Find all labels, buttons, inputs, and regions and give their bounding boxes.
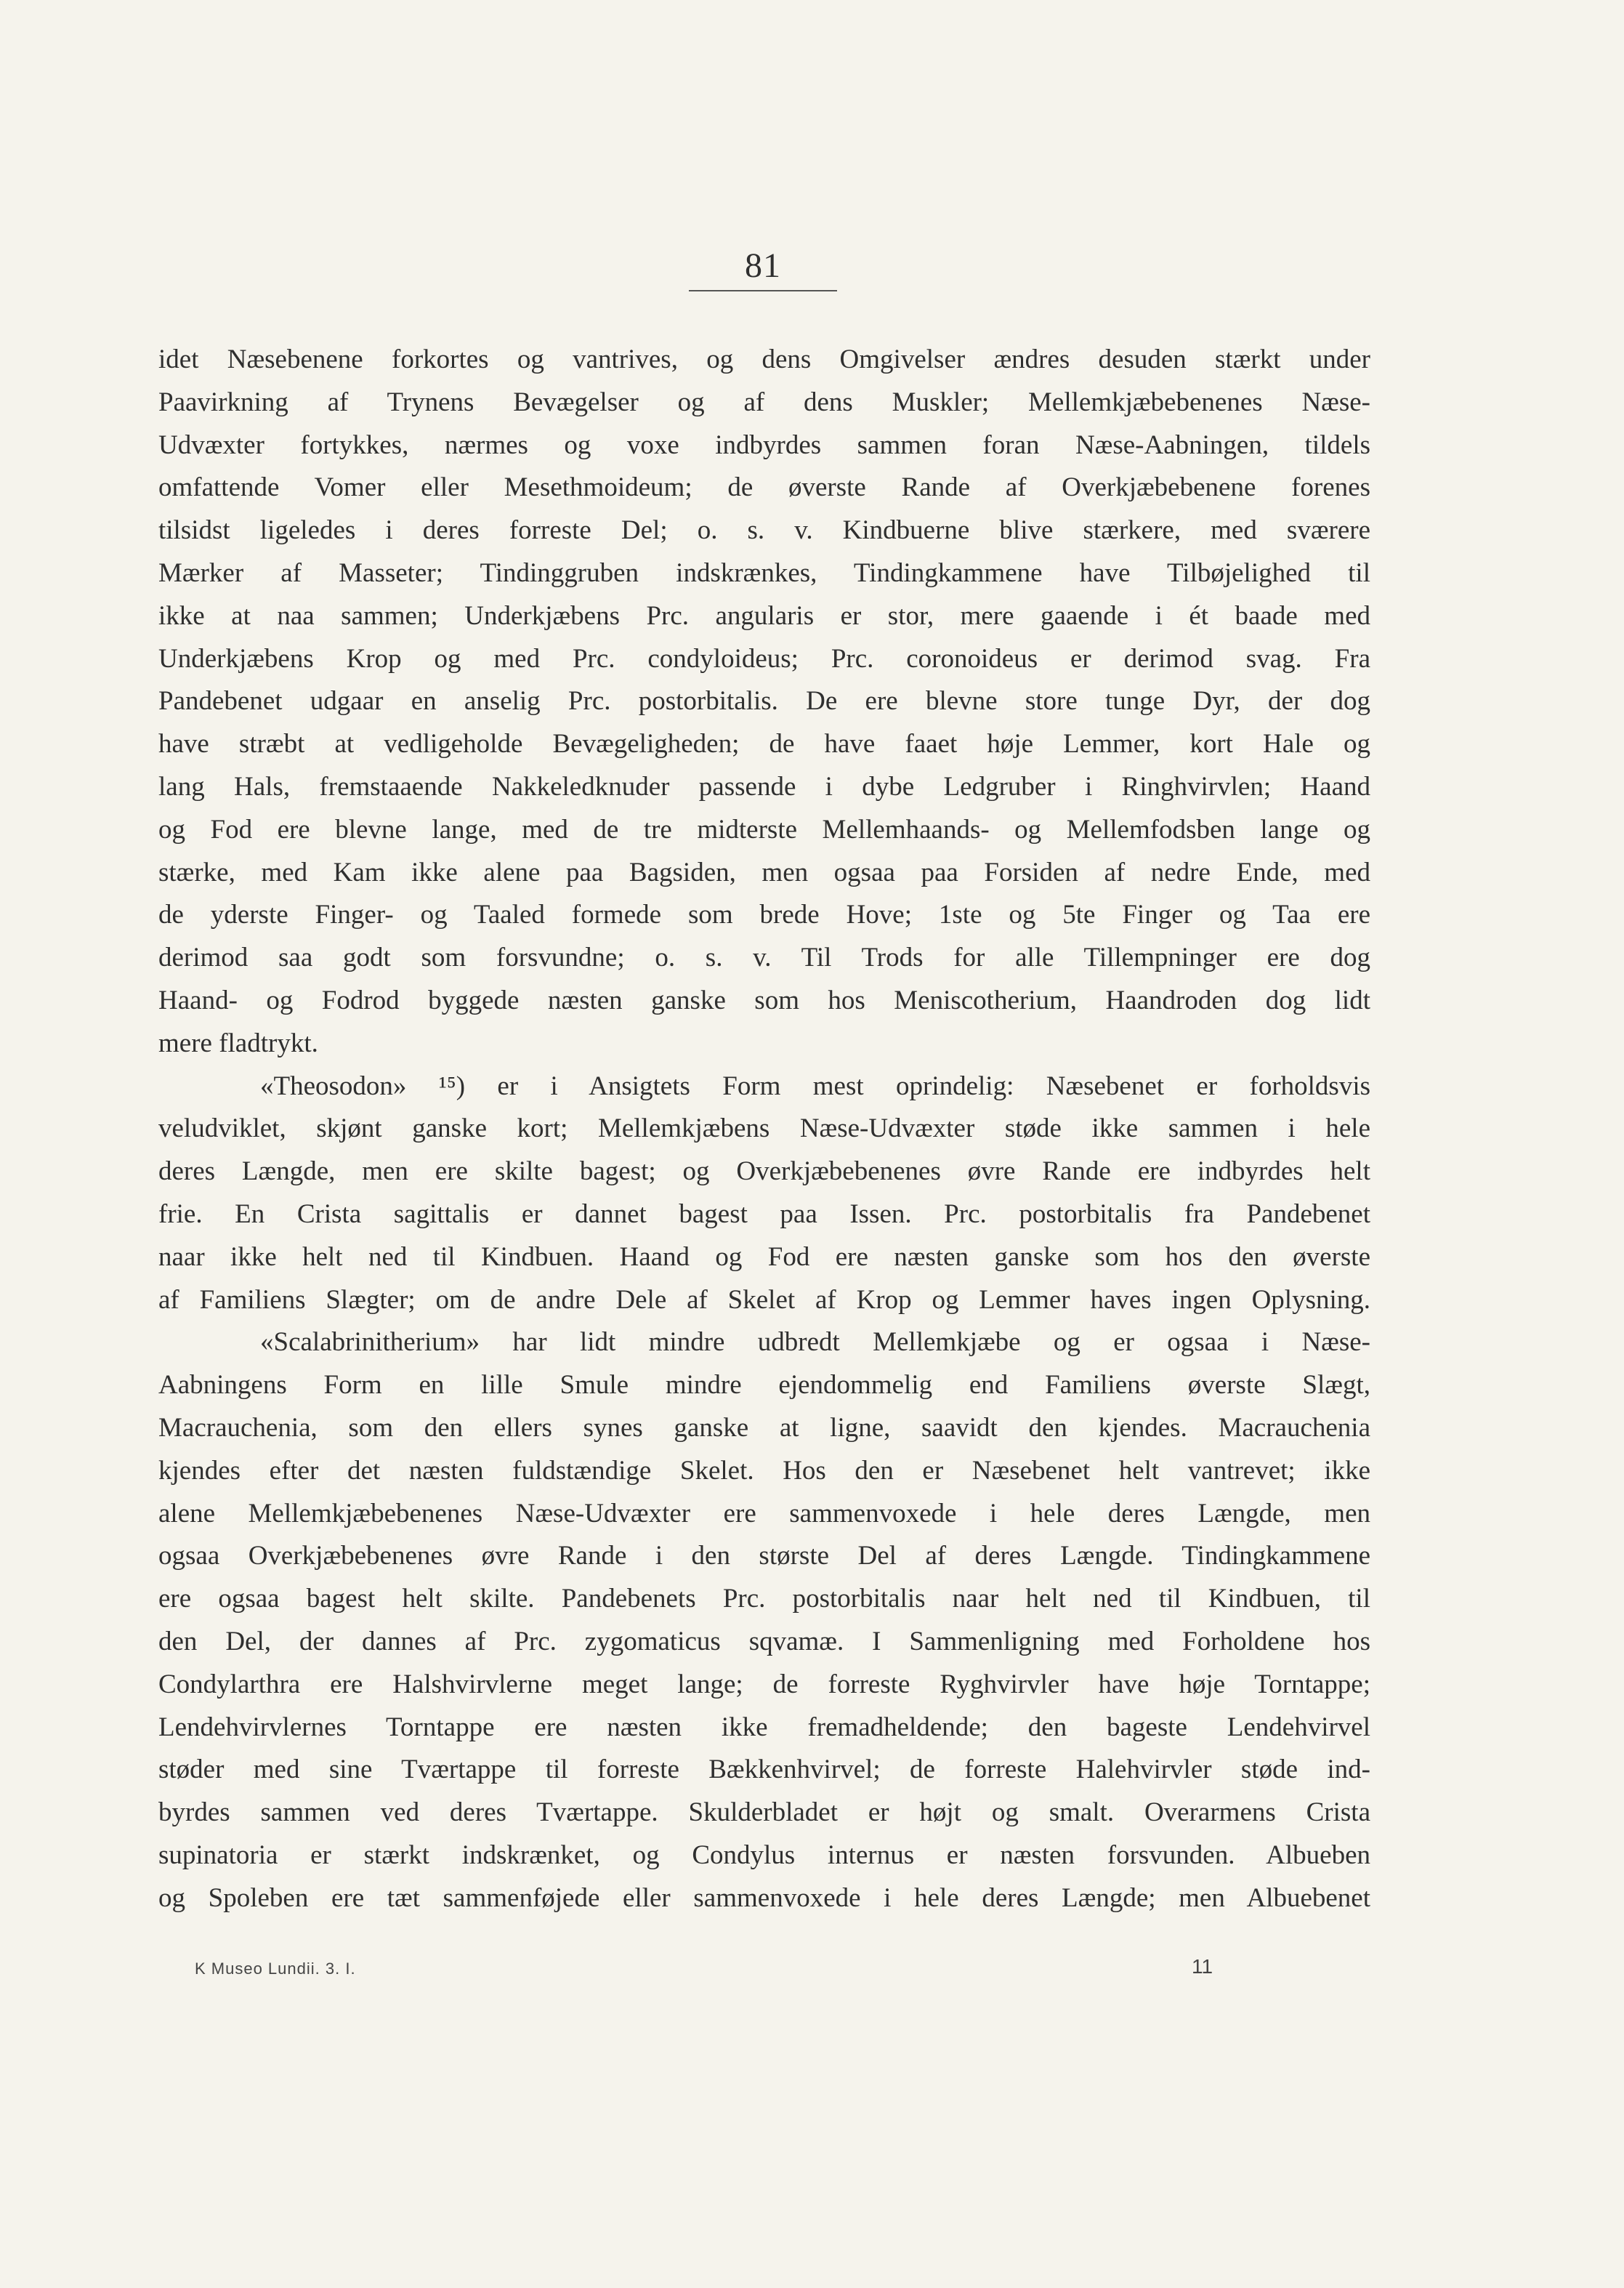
- text-line: kjendes efter det næsten fuldstændige Skelet. Hos den er Næsebenet helt vantrevet; ikke: [158, 1455, 1370, 1486]
- text-line: Aabningens Form en lille Smule mindre ejendommelig end Familiens øverste Slægt,: [158, 1370, 1370, 1401]
- text-line: Haand- og Fodrod byggede næsten ganske som hos Meniscotherium, Haandroden dog lidt: [158, 985, 1370, 1015]
- printer-signature: K Museo Lundii. 3. I.: [195, 1959, 356, 1978]
- text-line: [158, 1920, 1370, 1962]
- text-line: støder med sine Tværtappe til forreste Bækkenhvirvel; de forreste Halehvirvler støde ind-: [158, 1755, 1370, 1785]
- text-line: mere fladtrykt.: [158, 1028, 318, 1058]
- text-line: og Spoleben ere tæt sammenføjede eller sammenvoxede i hele deres Længde; men Albuebenet: [158, 1882, 1370, 1913]
- text-line: omfattende Vomer eller Mesethmoideum; de øverste Rande af Overkjæbebenene forenes: [158, 472, 1370, 503]
- text-line: Mærker af Masseter; Tindinggruben indskrænkes, Tindingkammene have Tilbøjelighed til: [158, 557, 1370, 588]
- text-line: have stræbt at vedligeholde Bevægeligheden; de have faaet høje Lemmer, kort Hale og: [158, 729, 1370, 760]
- text-line: den Del, der dannes af Prc. zygomaticus sqvamæ. I Sammenligning med Forholdene hos: [158, 1626, 1370, 1656]
- text-line: byrdes sammen ved deres Tværtappe. Skulderbladet er højt og smalt. Overarmens Crista: [158, 1797, 1370, 1828]
- page-number: 81: [745, 246, 781, 285]
- text-line: Paavirkning af Trynens Bevægelser og af dens Muskler; Mellemkjæbebenenes Næse-: [158, 387, 1370, 417]
- text-line: veludviklet, skjønt ganske kort; Mellemkjæbens Næse-Udvæxter støde ikke sammen i hele: [158, 1113, 1370, 1144]
- text-line: «Scalabrinitherium» har lidt mindre udbredt Mellemkjæbe og er ogsaa i Næse-: [260, 1327, 1370, 1358]
- text-line: alene Mellemkjæbebenenes Næse-Udvæxter ere sammenvoxede i hele deres Længde, men: [158, 1498, 1370, 1528]
- text-line: «Theosodon» ¹⁵) er i Ansigtets Form mest oprindelig: Næsebenet er forholdsvis: [260, 1071, 1370, 1101]
- text-line: Pandebenet udgaar en anselig Prc. postorbitalis. De ere blevne store tunge Dyr, der dog: [158, 686, 1370, 717]
- text-line: idet Næsebenene forkortes og vantrives, og dens Omgivelser ændres desuden stærkt under: [158, 345, 1370, 374]
- text-line: frie. En Crista sagittalis er dannet bagest paa Issen. Prc. postorbitalis fra Pandebenet: [158, 1199, 1370, 1229]
- text-line: lang Hals, fremstaaende Nakkeledknuder passende i dybe Ledgruber i Ringhvirvlen; Haand: [158, 771, 1370, 802]
- text-line: deres Længde, men ere skilte bagest; og Overkjæbebenenes øvre Rande ere indbyrdes helt: [158, 1156, 1370, 1187]
- text-line: naar ikke helt ned til Kindbuen. Haand og Fod ere næsten ganske som hos den øverste: [158, 1241, 1370, 1272]
- text-line: af Familiens Slægter; om de andre Dele af Skelet af Krop og Lemmer haves ingen Oplysning.: [158, 1284, 1370, 1315]
- text-line: de yderste Finger- og Taaled formede som brede Hove; 1ste og 5te Finger og Taa ere: [158, 900, 1370, 930]
- page-number-rule: [689, 290, 837, 291]
- text-line: Condylarthra ere Halshvirvlerne meget lange; de forreste Ryghvirvler have høje Torntappe;: [158, 1669, 1370, 1699]
- text-line: derimod saa godt som forsvundne; o. s. v. Til Trods for alle Tillempninger ere dog: [158, 943, 1370, 973]
- text-line: stærke, med Kam ikke alene paa Bagsiden, men ogsaa paa Forsiden af nedre Ende, med: [158, 857, 1370, 887]
- body-text: [158, 339, 1370, 1962]
- text-line: Underkjæbens Krop og med Prc. condyloideus; Prc. coronoideus er derimod svag. Fra: [158, 643, 1370, 674]
- text-line: ogsaa Overkjæbebenenes øvre Rande i den største Del af deres Længde. Tindingkammene: [158, 1541, 1370, 1571]
- text-line: Lendehvirvlernes Torntappe ere næsten ikke fremadheldende; den bageste Lendehvirvel: [158, 1712, 1370, 1742]
- text-line: Macrauchenia, som den ellers synes ganske at ligne, saavidt den kjendes. Macrauchenia: [158, 1412, 1370, 1443]
- text-line: supinatoria er stærkt indskrænket, og Condylus internus er næsten forsvunden. Albueben: [158, 1840, 1370, 1870]
- text-line: og Fod ere blevne lange, med de tre midterste Mellemhaands- og Mellemfodsben lange og: [158, 814, 1370, 845]
- text-line: ikke at naa sammen; Underkjæbens Prc. angularis er stor, mere gaaende i ét baade med: [158, 600, 1370, 631]
- text-line: ere ogsaa bagest helt skilte. Pandebenets Prc. postorbitalis naar helt ned til Kindbuen, til: [158, 1584, 1370, 1614]
- text-line: tilsidst ligeledes i deres forreste Del; o. s. v. Kindbuerne blive stærkere, med sværere: [158, 515, 1370, 546]
- text-line: Udvæxter fortykkes, nærmes og voxe indbyrdes sammen foran Næse-Aabningen, tildels: [158, 430, 1370, 460]
- sheet-number: 11: [1192, 1955, 1213, 1978]
